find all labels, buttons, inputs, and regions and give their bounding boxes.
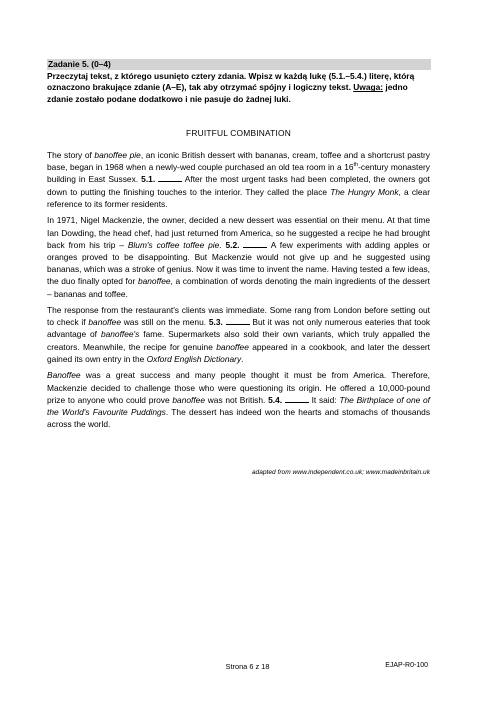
italic-text: banoffee	[137, 276, 171, 287]
italic-text: The Hungry Monk	[330, 186, 399, 197]
exam-code: EJAP-R0-100	[385, 662, 428, 669]
text: The story of	[47, 150, 95, 160]
note-text: jedno zdanie zostało podane dodatkowo i nie pasuje do żadnej luki.	[47, 82, 408, 104]
gap-blank-5-4[interactable]	[285, 394, 309, 403]
page-number: Strona 6 z 18	[225, 662, 270, 671]
task-header: Zadanie 5. (0–4)	[47, 59, 431, 70]
text: fame. Supermarkets also sold their own variants, which truly appalled the creators. Meanwhile, the recipe for genuine	[47, 329, 430, 352]
text: was not British.	[205, 394, 269, 405]
text: , a clear reference to its former residents.	[47, 186, 431, 209]
superscript: th	[353, 162, 359, 169]
italic-text: Banoffee	[47, 370, 81, 381]
task-instructions	[47, 71, 432, 105]
italic-text: banoffee	[216, 341, 249, 352]
text: .	[219, 239, 226, 250]
instructions-text: Przeczytaj tekst, z którego usunięto cztery zdania. Wpisz w każdą lukę (5.1.–5.4.) literę, którą oznaczono brakujące zdanie (A–E), tak aby otrzymać spójny i logiczny tekst.	[47, 71, 415, 93]
text: A few experiments with adding apples or oranges proved to be disappointing. But Mackenzie would not give up and he suggested using bananas, which was a stroke of genius. Now it was time to invent the name. Having tested a few ideas, the duo finally opted for	[47, 239, 431, 287]
paragraph-4	[47, 369, 430, 430]
text: In 1971, Nigel Mackenzie, the owner, decided a new dessert was essential on their menu. At that time Ian Dowding, the head chef, had just returned from America, so he suggested a recipe he had brought back from his trip –	[47, 215, 430, 250]
italic-text: banoffee	[88, 317, 121, 328]
paragraph-1	[47, 149, 430, 210]
italic-text: banoffee	[172, 394, 205, 405]
text: appeared in a cookbook, and later the dessert gained its own entry in the	[47, 341, 431, 364]
text: was still on the menu.	[120, 317, 209, 328]
gap-blank-5-2[interactable]	[243, 239, 267, 248]
text: The response from the restaurant's clients was immediate. Some rang from London before setting out to check if	[47, 305, 430, 328]
gap-number: 5.3.	[208, 317, 223, 328]
text: , a combination of words denoting the main ingredients of the dessert – bananas and toffee.	[47, 276, 430, 299]
text: was a great success and many people thought it must be from America. Therefore, Mackenzie decided to challenge those who were questioning its origin. He offered a 10,000-pound prize to anyone who could prove	[47, 370, 430, 405]
italic-text: banoffee's	[100, 329, 140, 340]
source-attribution: adapted from www.independent.co.uk; www.madeinbritain.uk	[251, 469, 430, 476]
gap-number: 5.4.	[268, 394, 283, 405]
paragraph-3	[47, 304, 430, 365]
text: -century monastery building in East Sussex.	[47, 162, 430, 185]
italic-text: banoffee pie	[94, 150, 141, 160]
text: But it was not only numerous eateries that took advantage of	[47, 317, 431, 340]
text: .	[241, 353, 244, 364]
text: . The dessert has indeed won the hearts and stomachs of thousands across the world.	[47, 406, 431, 430]
paragraph-2	[47, 214, 430, 299]
gap-blank-5-1[interactable]	[158, 173, 182, 182]
article-body	[47, 149, 430, 435]
text: It said:	[308, 394, 340, 405]
article-title: FRUITFUL COMBINATION	[186, 128, 291, 138]
note-label: Uwaga:	[353, 82, 384, 93]
italic-text: Oxford English Dictionary	[146, 353, 242, 364]
gap-blank-5-3[interactable]	[226, 316, 250, 325]
gap-number: 5.1.	[141, 174, 156, 185]
gap-number: 5.2.	[225, 239, 240, 250]
text: , an iconic British dessert with bananas, cream, toffee and a shortcrust pastry base, began in 1968 when a newly-wed couple purchased an old tea room in a 16	[47, 150, 430, 173]
text: After the most urgent tasks had been completed, the owners got down to putting the finishing touches to the interior. They called the place	[47, 174, 431, 197]
italic-text: The Birthplace of one of the World's Favourite Puddings	[47, 394, 430, 417]
italic-text: Blum's coffee toffee pie	[127, 239, 220, 250]
